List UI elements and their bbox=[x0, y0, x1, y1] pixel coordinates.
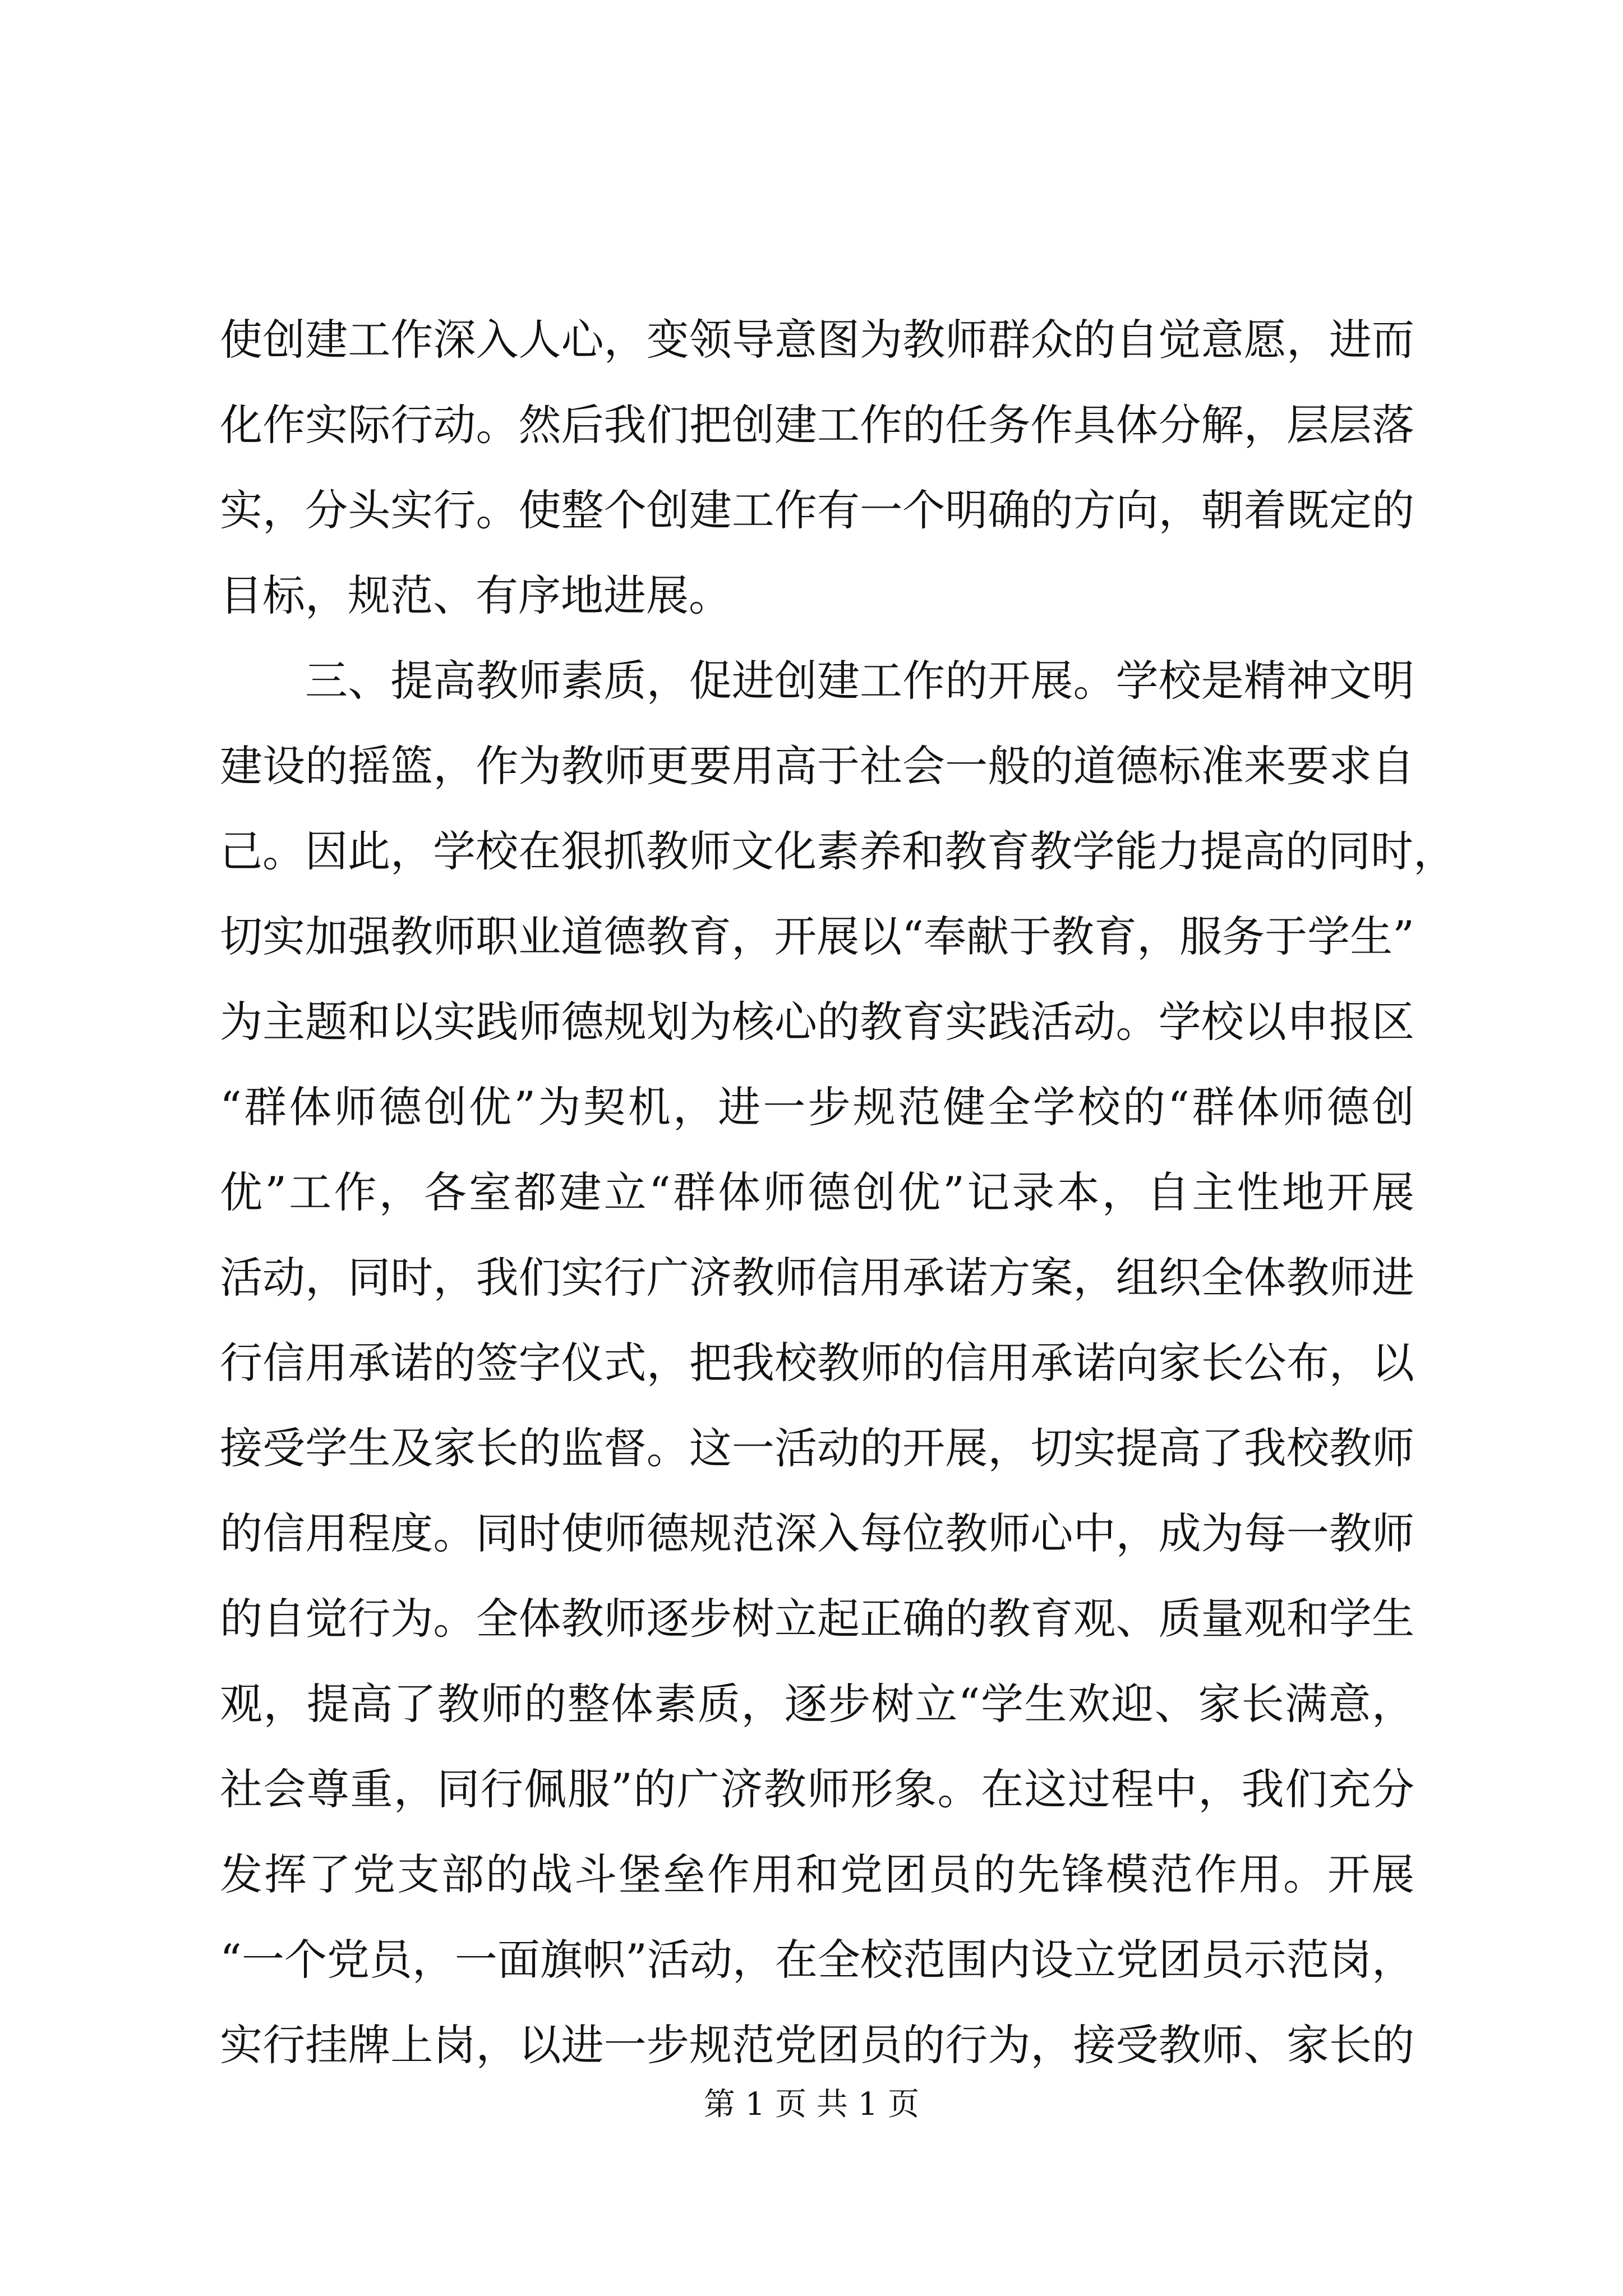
text-line: 建设的摇篮，作为教师更要用高于社会一般的道德标准来要求自 bbox=[220, 741, 1414, 791]
text-line: 己。因此，学校在狠抓教师文化素养和教育教学能力提高的同时， bbox=[220, 826, 1456, 876]
text-line: 行信用承诺的签字仪式，把我校教师的信用承诺向家长公布，以 bbox=[220, 1338, 1414, 1388]
text-line: 使创建工作深入人心，变领导意图为教师群众的自觉意愿，进而 bbox=[220, 315, 1414, 365]
text-line: 为主题和以实践师德规划为核心的教育实践活动。学校以申报区 bbox=[220, 997, 1414, 1047]
text-line: “群体师德创优”为契机，进一步规范健全学校的“群体师德创 bbox=[220, 1082, 1414, 1132]
text-line: 的信用程度。同时使师德规范深入每位教师心中，成为每一教师 bbox=[220, 1508, 1414, 1558]
text-line: 接受学生及家长的监督。这一活动的开展，切实提高了我校教师 bbox=[220, 1423, 1414, 1473]
text-line: 社会尊重，同行佩服”的广济教师形象。在这过程中，我们充分 bbox=[220, 1764, 1414, 1814]
text-line: “一个党员，一面旗帜”活动，在全校范围内设立党团员示范岗， bbox=[220, 1935, 1414, 1985]
page-footer bbox=[0, 2082, 1623, 2127]
text-line: 活动，同时，我们实行广济教师信用承诺方案，组织全体教师进 bbox=[220, 1253, 1414, 1303]
text-line: 优”工作，各室都建立“群体师德创优”记录本，自主性地开展 bbox=[220, 1167, 1414, 1217]
paragraph-start-line: 三、提高教师素质，促进创建工作的开展。学校是精神文明 bbox=[305, 656, 1414, 706]
text-line: 切实加强教师职业道德教育，开展以“奉献于教育，服务于学生” bbox=[220, 912, 1414, 961]
text-line: 实，分头实行。使整个创建工作有一个明确的方向，朝着既定的 bbox=[220, 485, 1414, 535]
text-line: 化作实际行动。然后我们把创建工作的任务作具体分解，层层落 bbox=[220, 400, 1414, 450]
text-line: 观，提高了教师的整体素质，逐步树立“学生欢迎、家长满意， bbox=[220, 1679, 1414, 1729]
text-line: 的自觉行为。全体教师逐步树立起正确的教育观、质量观和学生 bbox=[220, 1594, 1414, 1644]
text-line: 目标，规范、有序地进展。 bbox=[220, 570, 731, 620]
page-number: 第 1 页 共 1 页 bbox=[703, 2086, 920, 2123]
body-text bbox=[220, 297, 1456, 2088]
text-line: 实行挂牌上岗，以进一步规范党团员的行为，接受教师、家长的 bbox=[220, 2020, 1414, 2070]
text-line: 发挥了党支部的战斗堡垒作用和党团员的先锋模范作用。开展 bbox=[220, 1849, 1414, 1899]
